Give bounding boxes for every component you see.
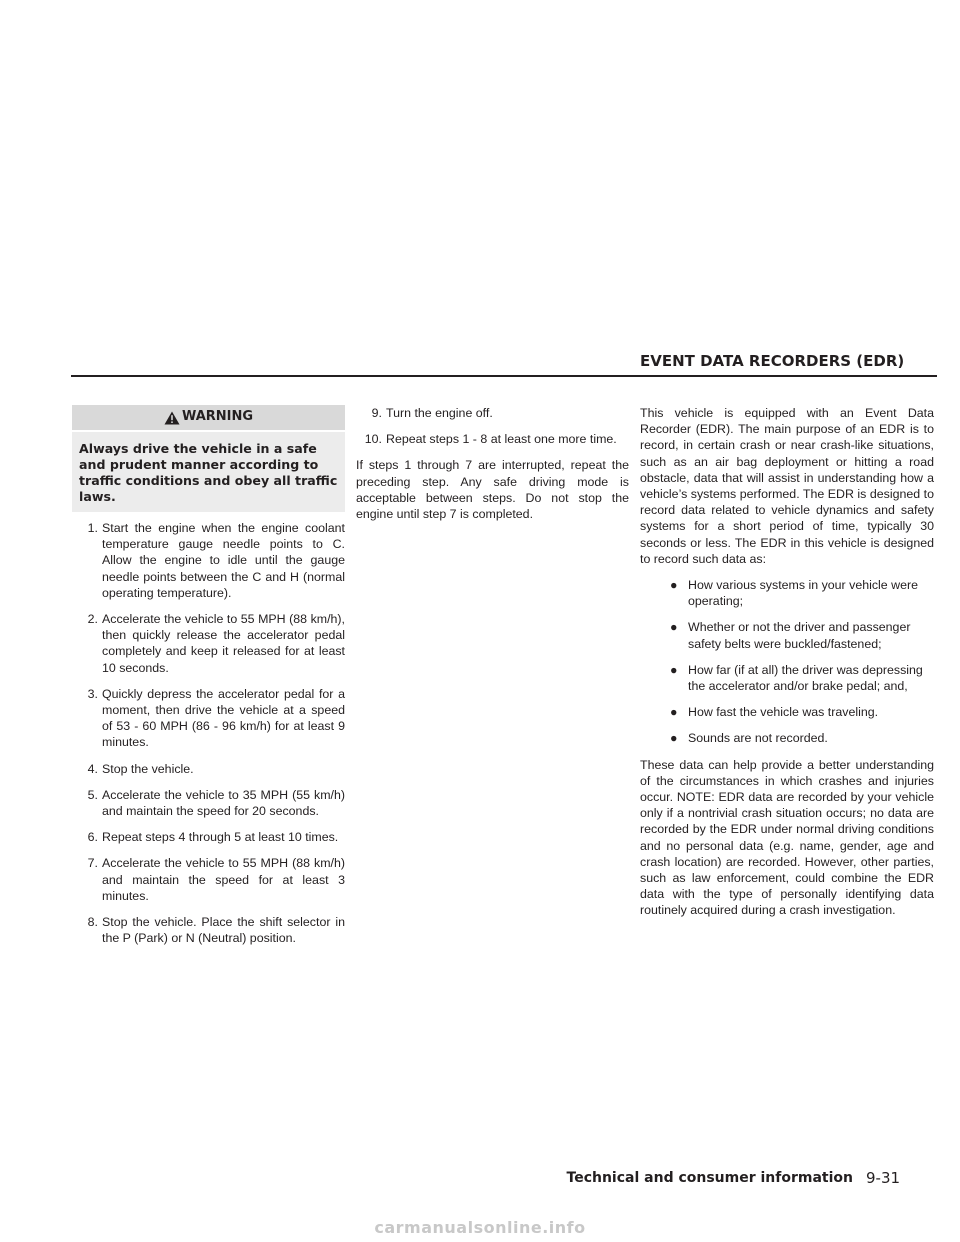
footer-chapter: Technical and consumer information (566, 1170, 853, 1186)
step-text: Start the engine when the engine coolant temperature gauge needle points to C. Allow the engine to idle until the gauge needle points between the C and H (normal operating temperature). (102, 521, 345, 600)
bullet-text: How far (if at all) the driver was depressing the accelerator and/or brake pedal; and, (688, 662, 923, 694)
bullet-icon: ● (670, 662, 678, 677)
bullet-icon: ● (670, 705, 678, 720)
edr-closing: These data can help provide a better understanding of the circumstances in which crashes and injuries occur. NOTE: EDR data are recorded by your vehicle only if a nontrivial crash situation occurs; no data are recorded by the EDR under normal driving conditions and no personal data (e.g. name, gender, age and crash location) are recorded. However, other parties, such as law enforcement, could combine the EDR data with the type of personally identifying data routinely acquired during a crash investigation. (640, 757, 934, 918)
column-2 (356, 405, 629, 532)
step-number: 3. (87, 686, 98, 701)
warning-text: Always drive the vehicle in a safe and prudent manner according to traffic conditions and obey all traffic laws. (72, 432, 345, 512)
step-number: 8. (87, 915, 98, 930)
step-item (356, 405, 629, 421)
list-item (640, 662, 934, 694)
bullet-icon: ● (670, 620, 678, 635)
bullet-text: Sounds are not recorded. (688, 731, 828, 746)
interrupted-note: If steps 1 through 7 are interrupted, repeat the preceding step. Any safe driving mode is acceptable between steps. Do not stop the engine until step 7 is completed. (356, 458, 629, 522)
step-number: 7. (87, 856, 98, 871)
warning-title: WARNING (181, 409, 254, 425)
page-number: 9-31 (866, 1169, 901, 1187)
bullet-text: How various systems in your vehicle were operating; (688, 578, 918, 609)
step-item (72, 855, 345, 904)
column-3 (640, 405, 934, 929)
step-number: 10. (364, 432, 382, 447)
list-item (640, 704, 934, 720)
step-item (356, 431, 629, 447)
step-number: 5. (87, 787, 98, 802)
section-title: EVENT DATA RECORDERS (EDR) (640, 352, 905, 370)
title-divider (71, 375, 937, 377)
step-item (72, 520, 345, 601)
step-text: Accelerate the vehicle to 55 MPH (88 km/h), then quickly release the accelerator pedal completely and keep it released for at least 10 seconds. (102, 612, 345, 675)
step-text: Accelerate the vehicle to 55 MPH (88 km/h) and maintain the speed for at least 3 minutes. (102, 856, 345, 903)
step-text: Repeat steps 4 through 5 at least 10 times. (102, 830, 339, 845)
step-item (72, 686, 345, 751)
step-text: Quickly depress the accelerator pedal for a moment, then drive the vehicle at a speed of 53 - 60 MPH (86 - 96 km/h) for at least 9 minutes. (102, 686, 345, 750)
warning-header (72, 405, 345, 430)
warning-triangle-icon (164, 411, 180, 425)
step-text: Stop the vehicle. (102, 761, 194, 776)
step-number: 1. (87, 521, 98, 535)
step-item (72, 787, 345, 819)
column-1 (72, 405, 345, 956)
step-item (72, 611, 345, 676)
step-text: Stop the vehicle. Place the shift selector in the P (Park) or N (Neutral) position. (102, 915, 345, 946)
watermark-text: carmanualsonline.info (374, 1218, 586, 1237)
step-number: 4. (87, 761, 98, 776)
bullet-icon: ● (670, 731, 678, 746)
list-item (640, 577, 934, 609)
step-text: Repeat steps 1 - 8 at least one more time. (386, 432, 617, 447)
step-number: 6. (87, 830, 98, 845)
step-text: Accelerate the vehicle to 35 MPH (55 km/h) and maintain the speed for 20 seconds. (102, 787, 345, 819)
bullet-text: How fast the vehicle was traveling. (688, 705, 879, 720)
step-number: 9. (371, 406, 382, 420)
bullet-text: Whether or not the driver and passenger safety belts were buckled/fastened; (688, 620, 911, 651)
step-item (72, 914, 345, 946)
bullet-icon: ● (670, 578, 678, 593)
list-item (640, 619, 934, 651)
step-number: 2. (87, 612, 98, 627)
list-item (640, 730, 934, 746)
edr-intro: This vehicle is equipped with an Event Data Recorder (EDR). The main purpose of an EDR is to record, in certain crash or near crash-like situations, such as an air bag deployment or hitting a road obstacle, data that will assist in understanding how a vehicle’s systems performed. The EDR is designed to record data related to vehicle dynamics and safety systems for a short period of time, typically 30 seconds or less. The EDR in this vehicle is designed to record such data as: (640, 406, 934, 566)
step-item (72, 761, 345, 777)
step-text: Turn the engine off. (386, 406, 493, 420)
step-item (72, 829, 345, 845)
